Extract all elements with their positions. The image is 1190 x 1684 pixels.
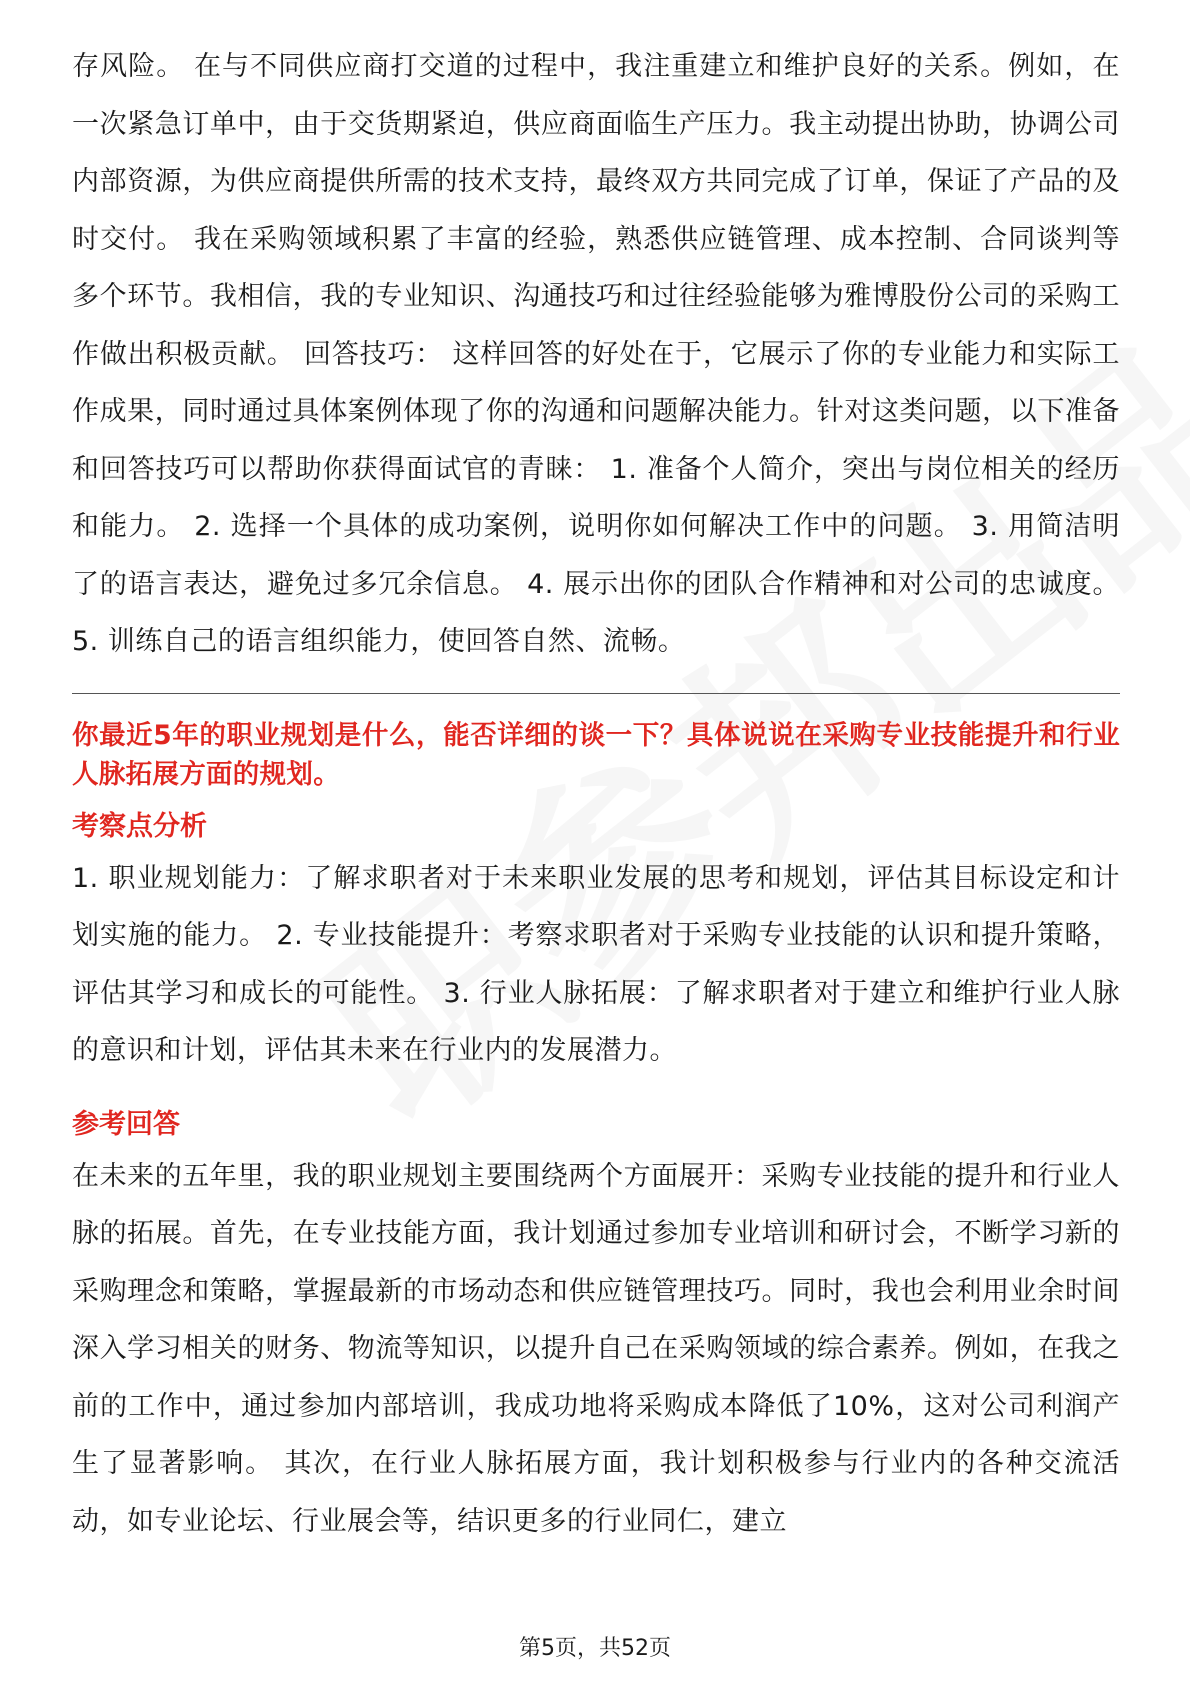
answer-heading: 参考回答 xyxy=(72,1108,180,1140)
interview-question: 你最近5年的职业规划是什么，能否详细的谈一下？具体说说在采购专业技能提升和行业人脉拓展方面的规划。 xyxy=(72,719,1120,790)
analysis-heading: 考察点分析 xyxy=(72,810,207,842)
intro-paragraph: 存风险。 在与不同供应商打交道的过程中，我注重建立和维护良好的关系。例如，在一次紧急订单中，由于交货期紧迫，供应商面临生产压力。我主动提出协助，协调公司内部资源，为供应商提供所需的技术支持，最终双方共同完成了订单，保证了产品的及时交付。 我在采购领域积累了丰富的经验，熟悉供应链管理、成本控制、合同谈判等多个环节。我相信，我的专业知识、沟通技巧和过往经验能够为雅博股份公司的采购工作做出积极贡献。 回答技巧： 这样回答的好处在于，它展示了你的专业能力和实际工作成果，同时通过具体案例体现了你的沟通和问题解决能力。针对这类问题，以下准备和回答技巧可以帮助你获得面试官的青睐： 1. 准备个人简介，突出与岗位相关的经历和能力。 2. 选择一个具体的成功案例，说明你如何解决工作中的问题。 3. 用简洁明了的语言表达，避免过多冗余信息。 4. 展示出你的团队合作精神和对公司的忠诚度。 5. 训练自己的语言组织能力，使回答自然、流畅。 xyxy=(72,51,1120,657)
analysis-paragraph: 1. 职业规划能力：了解求职者对于未来职业发展的思考和规划，评估其目标设定和计划实施的能力。 2. 专业技能提升：考察求职者对于采购专业技能的认识和提升策略，评估其学习和成长的可能性。 3. 行业人脉拓展：了解求职者对于建立和维护行业人脉的意识和计划，评估其未来在行业内的发展潜力。 xyxy=(72,862,1120,1066)
answer-paragraph: 在未来的五年里，我的职业规划主要围绕两个方面展开：采购专业技能的提升和行业人脉的拓展。首先，在专业技能方面，我计划通过参加专业培训和研讨会，不断学习新的采购理念和策略，掌握最新的市场动态和供应链管理技巧。同时，我也会利用业余时间深入学习相关的财务、物流等知识，以提升自己在采购领域的综合素养。例如，在我之前的工作中，通过参加内部培训，我成功地将采购成本降低了10%，这对公司利润产生了显著影响。 其次，在行业人脉拓展方面，我计划积极参与行业内的各种交流活动，如专业论坛、行业展会等，结识更多的行业同仁，建立 xyxy=(72,1160,1120,1537)
section-divider xyxy=(72,693,1120,694)
page-content xyxy=(72,38,1120,1550)
page-number-footer: 第5页，共52页 xyxy=(519,1636,671,1661)
